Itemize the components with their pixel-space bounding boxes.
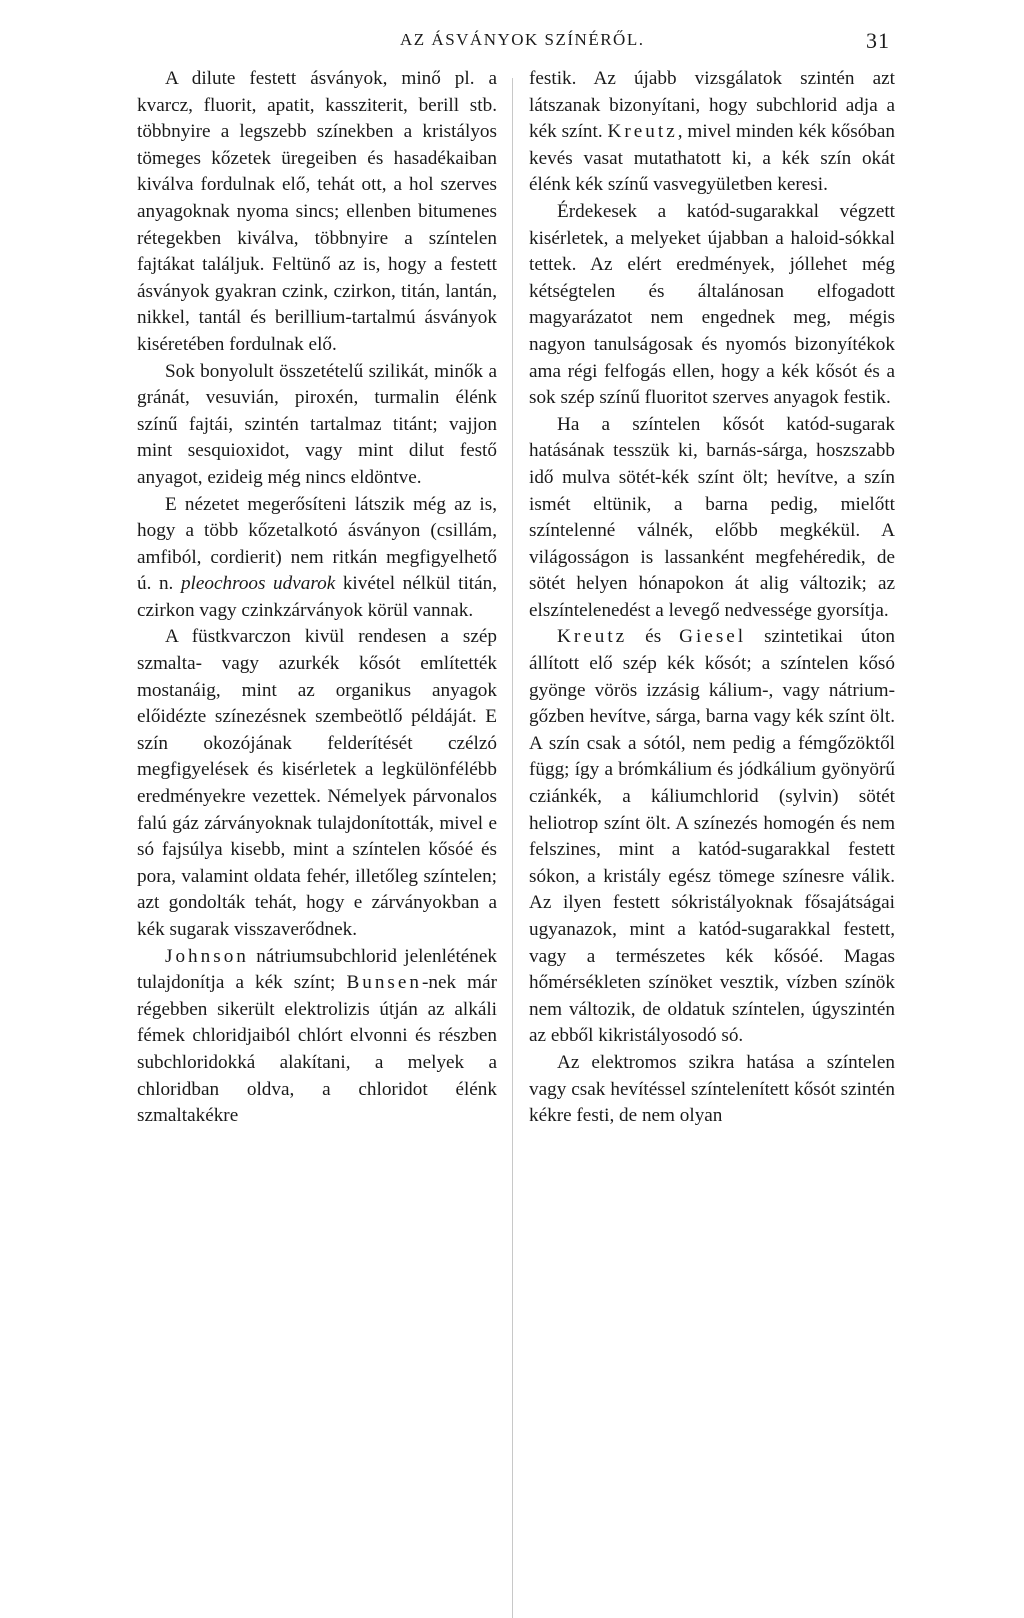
- author-name: Kreutz: [557, 626, 628, 648]
- text-run: kivétel nélkül titán, czirkon vagy czinkzárványok körül vannak.: [137, 573, 498, 621]
- paragraph: [529, 66, 895, 199]
- author-name: Bunsen: [346, 972, 422, 994]
- author-name: Kreutz: [607, 121, 678, 143]
- paragraph: Érdekesek a katód-sugarakkal végzett kisérletek, a melyeket újabban a haloid-sókkal tettek. Az elért eredmények, jóllehet még kétségtelen és általánosan elfogadott magyarázatot nem engednek meg, mégis nagyon tanulságosak és nyomós bizonyítékok ama régi felfogás ellen, hogy a kék kősót és a sok szép színű fluoritot szerves anyagok festik.: [529, 200, 895, 409]
- text-run: , mivel minden kék kősóban kevés vasat mutathatott ki, a kék szín okát élénk kék színű vasvegyületben keresi.: [529, 121, 896, 196]
- text-run: és: [645, 626, 662, 648]
- text-run: szintetikai úton állított elő szép kék kősót; a színtelen kősó gyönge vörös izzásig kálium-, vagy nátrium-gőzben hevítve, sárga, barna vagy kék színt ölt. A szín csak a sótól, nem pedig a fémgőzöktől függ; így a brómkálium és jódkálium gyönyörű cziánkék, a káliumchlorid (sylvin) sötét heliotrop színt ölt. A színezés homogén és nem felszines, mint a katód-sugarakkal festett sókon, a kristály egész tömege színesre válik. Az ilyen festett sókristályoknak fősajátságai ugyanazok, mint a katód-sugarakkal festett, vagy a természetes kék kősóé. Magas hőmérsékleten színöket vesztik, vízben színök nem változik, de oldatuk színtelen, úgyszintén az ebből kikristályosodó só.: [529, 626, 896, 1047]
- text-run: -nek már régebben sikerült elektrolizis útján az alkáli fémek chloridjaiból chlórt elvonni és részben subchloridokká alakítani, a melyek a chloridban oldva, a chloridot élénk szmaltakékre: [137, 972, 497, 1127]
- text-run: nátriumsubchlorid jelenlétének tulajdonítja a kék színt;: [137, 945, 497, 994]
- left-column: [137, 66, 497, 1130]
- paragraph: Sok bonyolult összetételű szilikát, minők a gránát, vesuvián, piroxén, turmalin élénk színű fajtái, szintén tartalmaz titánt; vajjon mint sesquioxidot, vagy mint dilut festő anyagot, ezideig még nincs eldöntve.: [137, 360, 497, 488]
- paragraph: [137, 492, 497, 625]
- right-column: [529, 66, 895, 1130]
- paragraph: Ha a színtelen kősót katód-sugarak hatásának tesszük ki, barnás-sárga, hoszszabb idő mulva sötét-kék színt ölt; hevítve, a szín ismét eltünik, a barna pedig, mielőtt színtelenné válnék, előbb megkékül. A világosságon is lassanként megfehéredik, de sötét helyen hónapokon át alig változik; az elszíntelenedést a levegő nedvessége gyorsítja.: [529, 413, 895, 621]
- author-name: Johnson: [165, 945, 249, 967]
- paragraph: [529, 624, 895, 1050]
- paragraph: A dilute festett ásványok, minő pl. a kvarcz, fluorit, apatit, kassziterit, berill stb. többnyire a legszebb színekben a kristályos tömeges kőzetek üregeiben és hasadékaiban kiválva fordulnak elő, tehát ott, a hol szerves anyagoknak nyoma sincs; ellenben bitumenes rétegekben kiválva, többnyire a színtelen fajtákat találjuk. Feltünő az is, hogy a festett ásványok gyakran czink, czirkon, titán, lantán, nikkel, tantál és berillium-tartalmú ásványok kiséretében fordulnak elő.: [137, 68, 497, 355]
- column-divider: [512, 78, 513, 1618]
- paragraph: Az elektromos szikra hatása a színtelen vagy csak hevítéssel színtelenített kősót szintén kékre festi, de nem olyan: [529, 1051, 895, 1127]
- page-number: 31: [866, 28, 890, 53]
- italic-term: pleochroos udvarok: [180, 573, 336, 595]
- paragraph: A füstkvarczon kivül rendesen a szép szmalta- vagy azurkék kősót említették mostanáig, mint az organikus anyagok előidézte színezésnek szembeötlő példáját. E szín okozójának felderítését czélzó megfigyelések és kisérletek a legkülönfélébb eredményekre vezettek. Némelyek párvonalos falú gáz zárványoknak tulajdonították, mivel e só fajsúlya kisebb, mint a színtelen kősóé és pora, valamint oldata fehér, illetőleg színtelen; azt gondolták tehát, hogy e zárványokban a kék sugarak visszaverődnek.: [137, 626, 497, 940]
- author-name: Giesel: [679, 626, 747, 648]
- paragraph: [137, 944, 497, 1130]
- running-header: [0, 28, 1024, 58]
- running-title: AZ ÁSVÁNYOK SZÍNÉRŐL.: [400, 30, 645, 49]
- text-run: festik. Az újabb vizsgálatok szintén azt látszanak bizonyítani, hogy subchlorid adja a kék színt.: [529, 68, 895, 143]
- text-run: E nézetet megerősíteni látszik még az is, hogy a több kőzetalkotó ásványon (csillám, amfiból, cordierit) nem ritkán megfigyelhető ú. n.: [137, 493, 497, 595]
